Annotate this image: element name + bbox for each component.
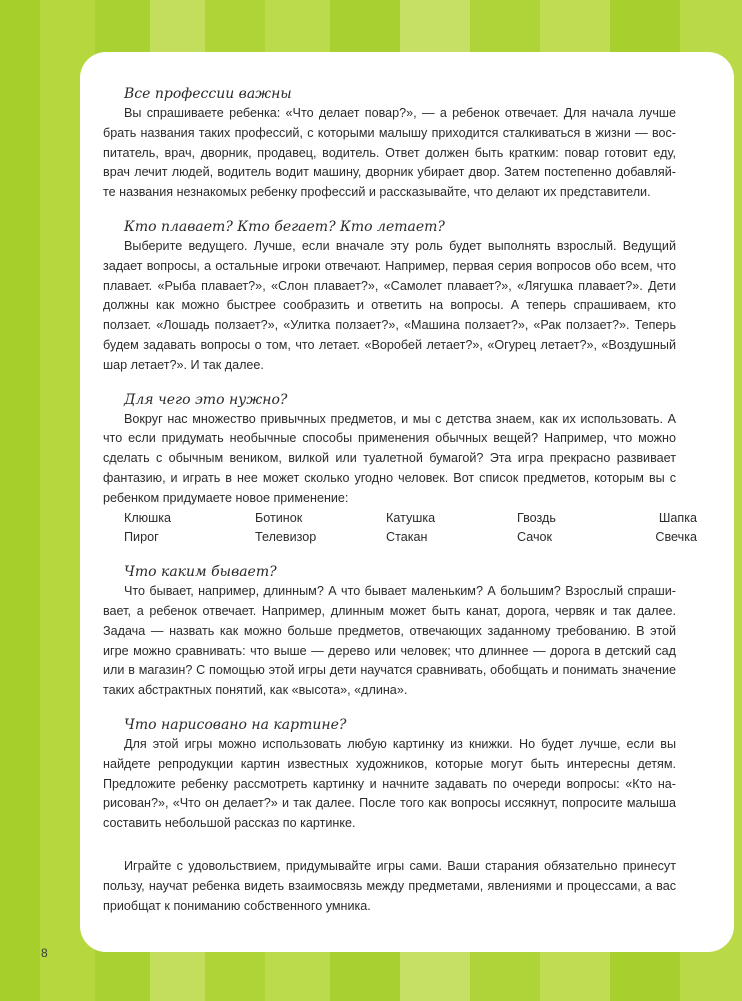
object-item: Ботинок — [255, 510, 303, 525]
section-text: Выберите ведущего. Лучше, если вначале эту роль будет выполнять взрослый. Ведущий задает вопросы, а остальные игроки отвечают. Например, первая серия вопросов обо всем, что плавает. «Рыба плавает?», «Слон плавает?», «Самолет плавает?», «Лягушка плавает?». Дети должны как можно быстрее сообразить и ответить на вопросы. А теперь спрашиваем, кто ползает. «Лошадь ползает?», «Улитка ползает?», «Машина ползает?», «Рак ползает?». Теперь будем задавать вопросы о том, что летает. «Воробей летает?», «Огурец летает?», «Воздушный шар летает?». И так далее. — [103, 238, 676, 372]
section-text: Вокруг нас множество привычных предметов, и мы с детства знаем, как их использовать. А что если придумать необычные способы применения обычных вещей? Например, что можно сделать с обычным веником, вилкой или туалетной бумагой? Эта игра прекрасно развивает фантазию, и играть в нее может сколько угодно человек. Вот список предметов, которым вы с ребенком придумаете новое применение: — [103, 411, 676, 505]
page-content — [103, 84, 697, 916]
page-number: 8 — [41, 946, 48, 960]
section-title: Для чего это нужно? — [124, 391, 288, 408]
object-item: Сачок — [517, 530, 553, 545]
closing-paragraph: Играйте с удовольствием, придумывайте игры сами. Ваши старания обязательно принесут пользу, научат ребенка видеть взаимосвязь между предметами, явлениями и процессами, а вас приобщат к пониманию собственного умника. — [103, 858, 676, 913]
object-item: Пирог — [124, 530, 159, 545]
object-item: Клюшка — [124, 510, 172, 525]
section-title: Что нарисовано на картине? — [124, 716, 347, 733]
section-text: Вы спрашиваете ребенка: «Что делает повар?», — а ребенок отвечает. Для начала лучше брать названия таких профессий, с которыми малышу приходится сталкиваться в жизни — воспитатель, врач, дворник, продавец, водитель. Ответ должен быть кратким: повар готовит еду, врач лечит людей, водитель водит машину, дворник убирает двор. Затем постепенно добавляйте названия незнакомых ребенку профессий и рассказывайте, что делают их представители. — [103, 106, 676, 200]
section-text: Для этой игры можно использовать любую картинку из книжки. Но будет лучше, если вы найдете репродукции картин известных художников, которые могут быть интересны детям. Предложите ребенку рассмотреть картинку и начните задавать по очереди вопросы: «Кто нарисован?», «Что он делает?» и так далее. После того как вопросы иссякнут, попросите малыша составить небольшой рассказ по картинке. — [103, 736, 676, 831]
object-item: Гвоздь — [517, 510, 556, 525]
object-item: Стакан — [386, 530, 428, 545]
section-title: Кто плавает? Кто бегает? Кто летает? — [124, 218, 445, 235]
object-item: Шапка — [658, 510, 697, 525]
section-text: Что бывает, например, длинным? А что бывает маленьким? А большим? Взрослый спрашивает, а ребенок отвечает. Например, длинным может быть канат, дорога, червяк и так далее. Задача — назвать как можно больше предметов, отвечающих заданному требованию. В этой игре можно сравнивать: что выше — дерево или человек; что длиннее — дорога в детский сад или в магазин? С помощью этой игры дети научатся сравнивать, обобщать и понимать значение таких абстрактных понятий, как «высота», «длина». — [103, 584, 676, 698]
object-item: Катушка — [386, 510, 436, 525]
section-professions — [103, 84, 676, 203]
object-item: Свечка — [655, 530, 697, 545]
section-what-for — [103, 390, 697, 549]
section-what-is-like — [103, 562, 676, 701]
object-item: Телевизор — [255, 530, 317, 545]
section-swims-runs-flies — [103, 217, 676, 376]
section-title: Что каким бывает? — [124, 564, 277, 581]
section-title: Все профессии важны — [124, 86, 292, 102]
objects-list — [124, 509, 697, 549]
section-picture — [103, 715, 676, 834]
